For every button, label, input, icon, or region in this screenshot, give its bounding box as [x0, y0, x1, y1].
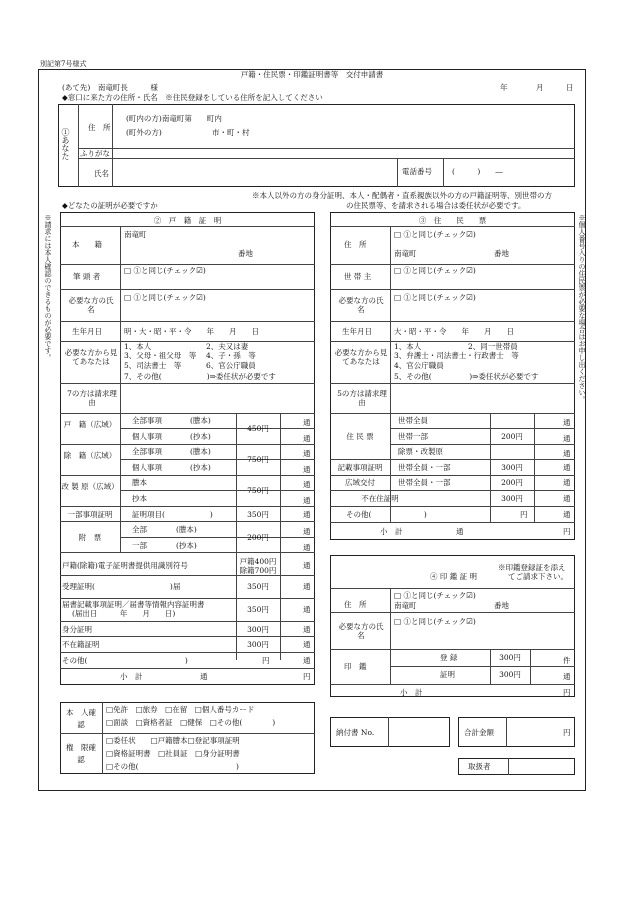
date-year[interactable]: 年: [500, 83, 508, 92]
koseki-item-label: 戸 籍（広域）: [63, 420, 117, 429]
koseki-item-row[interactable]: 全部事項: [132, 416, 162, 425]
jumin-banchi: 番地: [494, 249, 509, 258]
copies-unit: 通: [303, 449, 311, 458]
koseki-item-row-type: (抄本): [190, 463, 211, 472]
inkan-subtotal: 小 計: [400, 688, 423, 697]
mibun-label: 身分証明: [62, 625, 92, 634]
hittousha-label: 筆 頭 者: [73, 272, 101, 281]
copies-unit: 通: [303, 543, 311, 552]
toroku-unit: 件: [563, 656, 571, 665]
jumin-row[interactable]: 世帯全員: [398, 416, 428, 425]
koseki-relation-label: 必要な方から見てあなたは: [64, 348, 118, 367]
address-out-suffix: 市・町・村: [212, 128, 250, 137]
copies-unit: 通: [303, 656, 311, 665]
jumin-rel-3[interactable]: 3、弁護士・司法書士・行政書士 等: [394, 351, 519, 360]
setai-label: 世 帯 主: [344, 272, 372, 281]
koseki-need-label: 必要な方の氏 名: [68, 296, 121, 315]
todoke-label: 届書記載事項証明／届書等情報内容証明書: [62, 600, 205, 609]
koseki-price: 450円: [247, 424, 269, 433]
jumin-reason-label: 5の方は請求理由: [337, 389, 387, 408]
koseki-item-row[interactable]: 個人事項: [132, 432, 162, 441]
fuhyo-label: 附 票: [78, 533, 102, 542]
inkan-need-same-checkbox[interactable]: □ ①と同じ(チェック☑): [394, 617, 476, 626]
koseki-reason-label: 7の方は請求理由: [67, 389, 117, 408]
jumin-need-same-checkbox[interactable]: □ ①と同じ(チェック☑): [394, 293, 476, 302]
koseki-birth-label: 生年月日: [72, 327, 102, 336]
koseki-rel-6[interactable]: 6、官公庁職員: [206, 361, 256, 370]
koseki-rel-7[interactable]: 7、その他( )⇒委任状が必要です: [124, 372, 276, 381]
kisai-item[interactable]: 世帯全員・一部: [398, 463, 451, 472]
jumin-need-label: 必要な方の氏 名: [338, 296, 391, 315]
honnin-options-2[interactable]: □面談 □資格者証 □健保 □その他( ): [106, 718, 276, 727]
left-side-note: ※請求には本人確認のできるものが必要です。: [44, 214, 52, 361]
koseki-item-row-type: (抄本): [190, 432, 211, 441]
fuhyo-row-type: (謄本): [176, 525, 197, 534]
phone-label: 電話番号: [402, 167, 432, 176]
kouiki-price: 200円: [501, 478, 523, 487]
kengen-options-2[interactable]: □資格証明書 □社員証 □身分証明書: [106, 749, 240, 758]
inkan-note-1: ※印鑑登録証を添え: [498, 563, 566, 572]
inkan-note-2: てご請求下さい。: [508, 572, 568, 581]
kengen-label: 権 限確 認: [66, 743, 104, 764]
copies-unit: 通: [303, 561, 311, 570]
jumin-row[interactable]: 世帯一部: [398, 432, 428, 441]
jumin-birth-label: 生年月日: [342, 327, 372, 336]
kengen-options-3[interactable]: □その他( ): [106, 762, 239, 771]
ichibu-price: 350円: [247, 510, 269, 519]
koseki-birth-value[interactable]: 明・大・昭・平・令 年 月 日: [124, 327, 259, 336]
jumin-title: ③ 住 民 票: [418, 216, 487, 225]
jumin-rel-4[interactable]: 4、官公庁職員: [394, 361, 444, 370]
furigana-label: ふりがな: [80, 149, 110, 158]
inkan-address-label: 住 所: [344, 600, 367, 609]
jumin-rel-1[interactable]: 1、本人: [394, 342, 422, 351]
jumin-subtotal-tsu: 通: [456, 527, 464, 536]
copies-unit: 通: [563, 463, 571, 472]
copies-unit: 通: [303, 582, 311, 591]
form-title: 戸籍・住民票・印鑑証明書等 交付申請書: [240, 70, 384, 79]
koseki-rel-4[interactable]: 4、子・孫 等: [206, 351, 256, 360]
koseki-item-label: 除 籍（広域）: [63, 451, 117, 460]
koseki-item-row-type: (謄本): [190, 416, 211, 425]
copies-unit: 通: [563, 418, 571, 427]
which-note: ◆どなたの証明が必要ですか: [62, 201, 158, 210]
jumin-rel-2[interactable]: 2、同一世帯員: [468, 342, 518, 351]
koseki-subtotal: 小 計: [120, 672, 143, 681]
ichibu-label: 一部事項証明: [67, 510, 113, 519]
applicant-section-label: ①あなた: [61, 128, 70, 160]
date-day[interactable]: 日: [566, 83, 574, 92]
koseki-price: 750円: [247, 486, 269, 495]
copies-unit: 通: [303, 418, 311, 427]
copies-unit: 通: [563, 434, 571, 443]
juri-price: 350円: [247, 582, 269, 591]
copies-unit: 通: [303, 510, 311, 519]
shomei-unit: 通: [563, 672, 571, 681]
koseki-item-row[interactable]: 全部事項: [132, 447, 162, 456]
copies-unit: 通: [303, 480, 311, 489]
shomei-label: 証明: [440, 670, 455, 679]
setai-same-checkbox[interactable]: □ ①と同じ(チェック☑): [394, 266, 476, 275]
address-in-town[interactable]: (町内の方)南竜町第 町内: [126, 114, 222, 123]
honseki-label: 本 籍: [72, 240, 102, 249]
copies-unit: 通: [303, 465, 311, 474]
koseki-other-yen: 円: [262, 656, 270, 665]
right-side-note: ※個人番号入りの住民票が必要な場合はお申し出ください。: [578, 214, 586, 403]
jumin-other-yen: 円: [520, 510, 528, 519]
fuzai-label: 不在籍証明: [62, 640, 100, 649]
koseki-item-row[interactable]: 個人事項: [132, 463, 162, 472]
proxy-note-2: の住民票等、を請求される場合は委任状が必要です。: [346, 201, 526, 210]
address-label: 住 所: [88, 123, 111, 132]
copies-unit: 通: [563, 494, 571, 503]
koseki-rel-1[interactable]: 1、本人: [124, 342, 152, 351]
jumin-address-value[interactable]: 南竜町: [394, 249, 417, 258]
koseki-rel-5[interactable]: 5、司法書士 等: [124, 361, 182, 370]
window-note: ◆窓口に来た方の住所・氏名 ※住民登録をしている住所を記入してください: [62, 93, 323, 102]
toroku-price: 300円: [499, 653, 521, 662]
honseki-banchi: 番地: [238, 249, 253, 258]
copies-unit: 通: [303, 640, 311, 649]
date-month[interactable]: 月: [536, 83, 544, 92]
copies-unit: 通: [563, 510, 571, 519]
payment-slip-label: 納付書 No.: [336, 728, 375, 737]
jumin-other[interactable]: その他( ): [346, 510, 427, 519]
inkan-title: ④ 印 鑑 証 明: [430, 572, 478, 581]
jumin-rel-5[interactable]: 5、その他( )⇒委任状が必要です: [394, 372, 539, 381]
copies-unit: 通: [303, 496, 311, 505]
inkan-label: 印 鑑: [344, 662, 367, 671]
koseki-need-same-checkbox[interactable]: □ ①と同じ(チェック☑): [124, 293, 206, 302]
jumin-relation-label: 必要な方から見てあなたは: [334, 348, 388, 367]
address-out-town[interactable]: (町外の方): [126, 128, 162, 137]
jumin-label: 住 民 票: [346, 432, 374, 441]
kouiki-label: 広域交付: [345, 478, 375, 487]
todoke-date[interactable]: (届出日 年 月 日): [72, 609, 176, 618]
koseki-item-row-type: (謄本): [190, 447, 211, 456]
copies-unit: 通: [303, 434, 311, 443]
inkan-subtotal-yen: 円: [563, 688, 571, 697]
kisai-price: 300円: [501, 463, 523, 472]
jumin-address-same-checkbox[interactable]: □ ①と同じ(チェック☑): [394, 230, 476, 239]
koseki-rel-3[interactable]: 3、父母・祖父母 等: [124, 351, 197, 360]
jumin-birth-value[interactable]: 大・昭・平・令 年 月 日: [394, 327, 514, 336]
copies-unit: 通: [303, 625, 311, 634]
proxy-note-1: ※本人以外の方の身分証明、本人・配偶者・直系親族以外の方の戸籍証明等、別世帯の方: [252, 191, 552, 200]
jumin-subtotal: 小 計: [380, 527, 403, 536]
honnin-options-1[interactable]: □免許 □旅券 □在留 □個人番号カード: [106, 705, 255, 714]
inkan-address-same-checkbox[interactable]: □ ①と同じ(チェック☑): [394, 591, 476, 600]
copies-unit: 通: [303, 605, 311, 614]
copies-unit: 通: [303, 527, 311, 536]
jumin-fuzai-label: 不在住証明: [361, 494, 399, 503]
koseki-item-row[interactable]: 謄本: [132, 478, 147, 487]
jumin-address-label: 住 所: [344, 240, 367, 249]
toroku-label: 登 録: [440, 653, 458, 662]
name-label: 氏名: [94, 169, 109, 178]
inkan-address-value[interactable]: 南竜町: [394, 601, 417, 610]
koseki-subtotal-yen: 円: [303, 672, 311, 681]
koseki-subtotal-tsu: 通: [200, 672, 208, 681]
fuhyo-price: 200円: [247, 533, 269, 542]
shomei-price: 300円: [499, 670, 521, 679]
jumin-price: 200円: [501, 432, 523, 441]
juri-label[interactable]: 受理証明( )届: [62, 582, 181, 591]
fuhyo-row[interactable]: 全部: [132, 525, 147, 534]
electronic-price-joseki: 除籍700円: [239, 566, 277, 575]
inkan-banchi: 番地: [494, 601, 509, 610]
total-yen: 円: [563, 728, 571, 737]
form-number: 別記第7号様式: [40, 60, 87, 68]
honnin-label: 本 人確 認: [66, 708, 104, 729]
todoke-price: 350円: [247, 605, 269, 614]
mibun-price: 300円: [247, 625, 269, 634]
koseki-price: 750円: [247, 455, 269, 464]
electronic-price-koseki: 戸籍400円: [239, 557, 277, 566]
jumin-row[interactable]: 除票・改製原: [398, 447, 443, 456]
koseki-other[interactable]: その他( ): [62, 656, 188, 665]
fuzai-price: 300円: [247, 640, 269, 649]
addressee: (あて先) 南竜町長 様: [62, 83, 158, 92]
copies-unit: 通: [563, 449, 571, 458]
koseki-title: ② 戸 籍 証 明: [153, 216, 222, 225]
koseki-rel-2[interactable]: 2、夫又は妻: [206, 342, 249, 351]
fuhyo-row[interactable]: 一部: [132, 541, 147, 550]
jumin-subtotal-yen: 円: [563, 527, 571, 536]
phone-field[interactable]: ( ) ―: [452, 167, 503, 176]
inkan-need-label: 必要な方の氏 名: [338, 622, 391, 641]
handler-label: 取扱者: [468, 762, 491, 771]
fuhyo-row-type: (抄本): [176, 541, 197, 550]
koseki-item-label: 改 製 原（広域）: [61, 482, 119, 491]
hittousha-same-checkbox[interactable]: □ ①と同じ(チェック☑): [124, 266, 206, 275]
copies-unit: 通: [563, 478, 571, 487]
jumin-fuzai-price: 300円: [501, 494, 523, 503]
kouiki-item[interactable]: 世帯全員・一部: [398, 478, 451, 487]
electronic-label: 戸籍(除籍)電子証明書提供用識別符号: [62, 561, 188, 570]
total-label: 合計金額: [464, 728, 494, 737]
kisai-label: 記載事項証明: [337, 463, 383, 472]
kengen-options-1[interactable]: □委任状 □戸籍謄本□登記事項証明: [106, 736, 240, 745]
honseki-value[interactable]: 南竜町: [124, 230, 147, 239]
koseki-item-row[interactable]: 抄本: [132, 494, 147, 503]
ichibu-item[interactable]: 証明項目( ): [132, 510, 213, 519]
